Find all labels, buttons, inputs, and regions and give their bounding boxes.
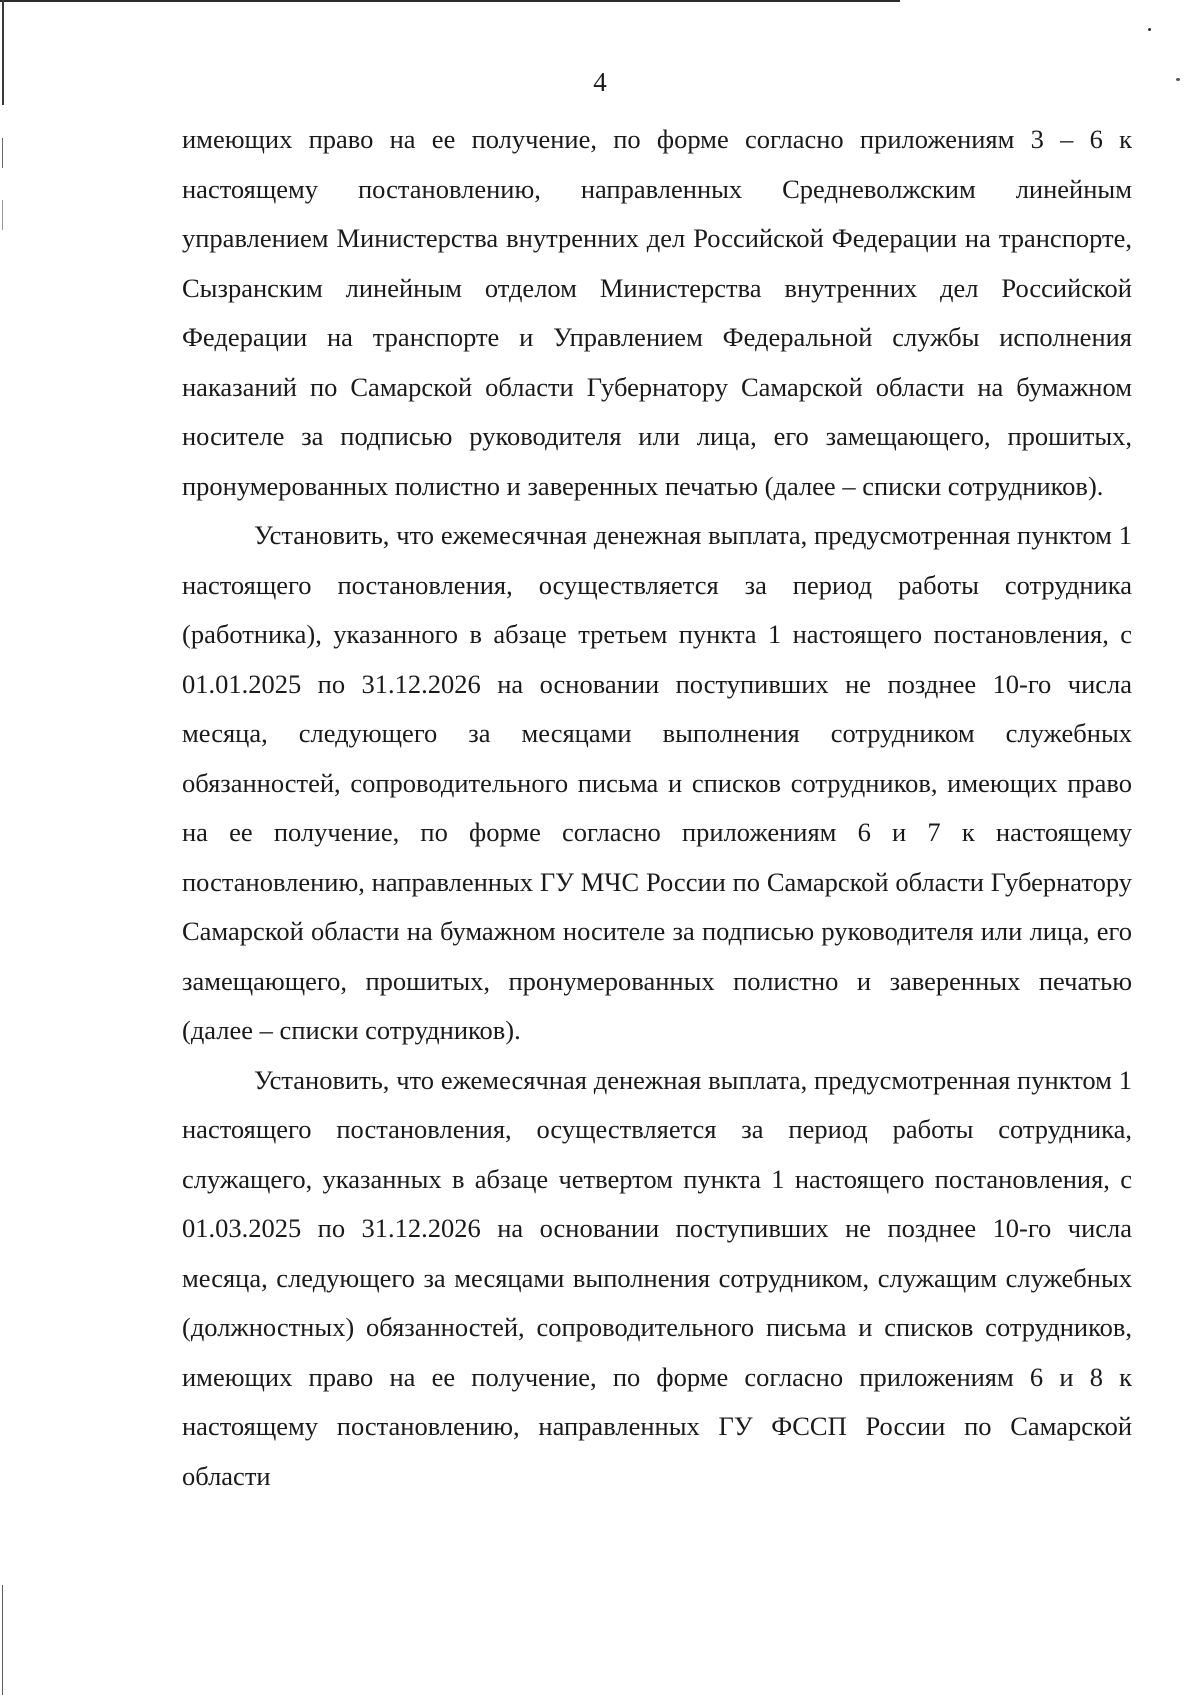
scan-edge-left — [2, 1585, 3, 1695]
scan-speck — [1148, 28, 1151, 31]
paragraph-continuation: имеющих право на ее получение, по форме согласно приложениям 3 – 6 к настоящему постановлению, направленных Средневолжским линейным управлением Министерства внутренних дел Российской Федерации на транспорте, Сызранским линейным отделом Министерства внутренних дел Российской Федерации на транспорте и Управлением Федеральной службы исполнения наказаний по Самарской области Губернатору Самарской области на бумажном носителе за подписью руководителя или лица, его замещающего, прошитых, пронумерованных полистно и заверенных печатью (далее – списки сотрудников). — [182, 124, 1132, 501]
scan-edge-top — [0, 0, 900, 2]
paragraph-mchs: Установить, что ежемесячная денежная выплата, предусмотренная пунктом 1 настоящего постановления, осуществляется за период работы сотрудника (работника), указанного в абзаце третьем пункта 1 настоящего постановления, с 01.01.2025 по 31.12.2026 на основании поступивших не позднее 10-го числа месяца, следующего за месяцами выполнения сотрудником служебных обязанностей, сопроводительного письма и списков сотрудников, имеющих право на ее получение, по форме согласно приложениям 6 и 7 к настоящему постановлению, направленных ГУ МЧС России по Самарской области Губернатору Самарской области на бумажном носителе за подписью руководителя или лица, его замещающего, прошитых, пронумерованных полистно и заверенных печатью (далее – списки сотрудников). — [182, 520, 1132, 1045]
document-body — [182, 115, 1132, 1501]
page-number: 4 — [593, 67, 607, 97]
scan-edge-left — [2, 200, 3, 230]
paragraph-fssp: Установить, что ежемесячная денежная выплата, предусмотренная пунктом 1 настоящего постановления, осуществляется за период работы сотрудника, служащего, указанных в абзаце четвертом пункта 1 настоящего постановления, с 01.03.2025 по 31.12.2026 на основании поступивших не позднее 10-го числа месяца, следующего за месяцами выполнения сотрудником, служащим служебных (должностных) обязанностей, сопроводительного письма и списков сотрудников, имеющих право на ее получение, по форме согласно приложениям 6 и 8 к настоящему постановлению, направленных ГУ ФССП России по Самарской области — [182, 1064, 1132, 1491]
scan-edge-left — [2, 138, 3, 168]
